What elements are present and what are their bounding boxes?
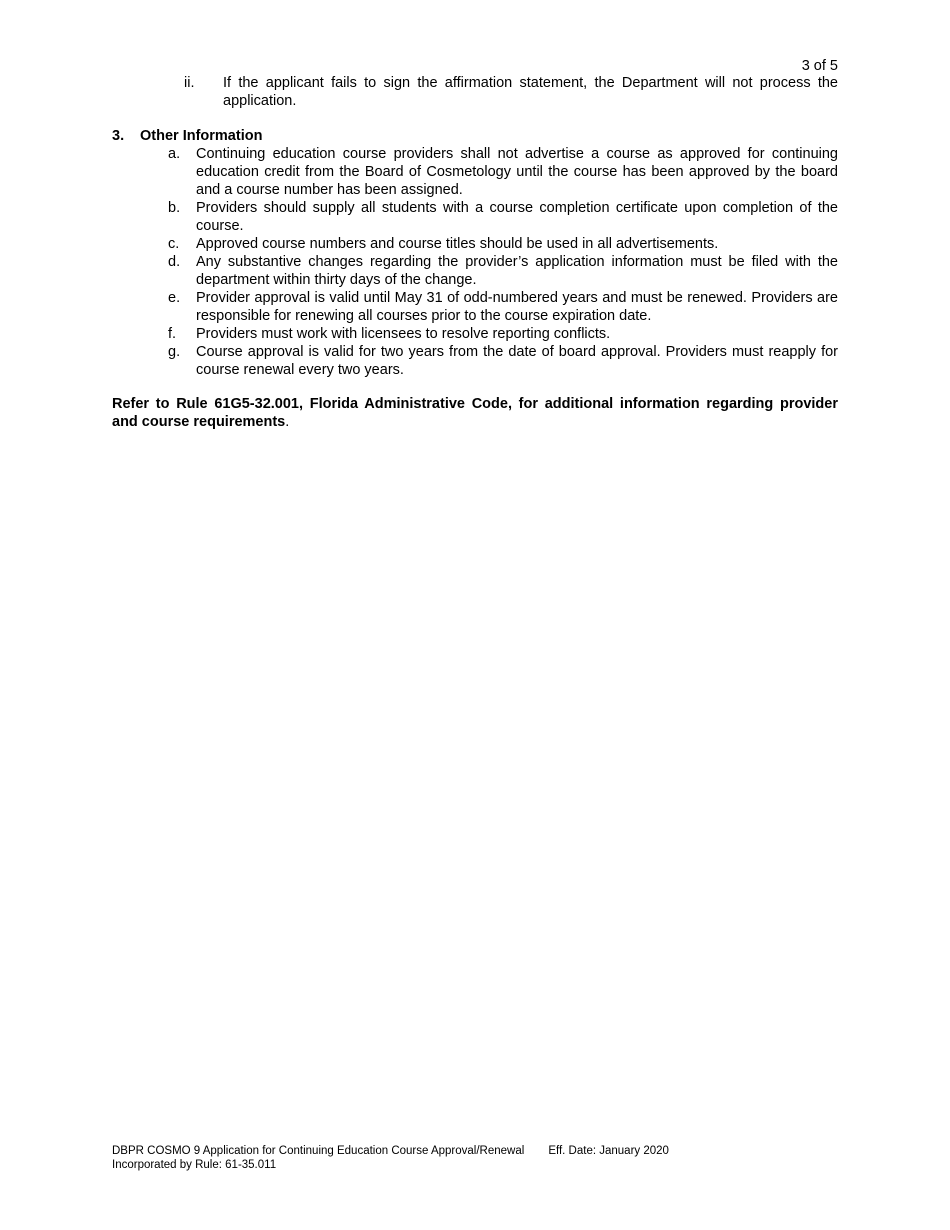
list-item-marker: g. <box>168 344 181 360</box>
list-item-d <box>168 253 838 289</box>
section-heading <box>112 127 262 145</box>
list-item-marker: c. <box>168 236 180 252</box>
footer-incorporated: Incorporated by Rule: 61-35.011 <box>112 1159 277 1171</box>
list-item-text: Any substantive changes regarding the provider’s application information must be filed with the department within thirty days of the change. <box>196 254 838 288</box>
list-item-e <box>168 289 838 325</box>
list-item-marker: a. <box>168 146 181 162</box>
list-item-marker: e. <box>168 290 181 306</box>
page-number: 3 of 5 <box>801 58 838 74</box>
sub-item-text: If the applicant fails to sign the affirmation statement, the Department will not process the application. <box>223 75 838 109</box>
rule-reference-text: Refer to Rule 61G5-32.001, Florida Administrative Code, for additional information regarding provider and course requirements <box>112 396 838 430</box>
list-item-text: Continuing education course providers shall not advertise a course as approved for continuing education credit from the Board of Cosmetology until the course has been approved by the board and a course number has been assigned. <box>196 146 838 198</box>
list-item-text: Providers should supply all students with a course completion certificate upon completion of the course. <box>196 200 838 234</box>
list-item-f <box>168 325 838 343</box>
list-item-b <box>168 199 838 235</box>
footer-row-form <box>112 1144 669 1158</box>
section-number: 3. <box>112 128 125 144</box>
page-footer <box>112 1144 669 1172</box>
list-item-marker: d. <box>168 254 181 270</box>
rule-reference-note <box>112 395 838 431</box>
rule-reference-period: . <box>285 414 290 430</box>
section-title: Other Information <box>140 128 263 144</box>
list-item-marker: b. <box>168 200 181 216</box>
list-item-a <box>168 145 838 199</box>
footer-effective-date: Eff. Date: January 2020 <box>548 1145 669 1157</box>
list-item-g <box>168 343 838 379</box>
sub-item-ii <box>184 74 838 110</box>
sub-item-marker: ii. <box>184 75 195 91</box>
footer-form-title: DBPR COSMO 9 Application for Continuing Education Course Approval/Renewal <box>112 1145 525 1157</box>
list-item-marker: f. <box>168 326 177 342</box>
list-item-text: Providers must work with licensees to resolve reporting conflicts. <box>196 326 611 342</box>
list-item-text: Approved course numbers and course titles should be used in all advertisements. <box>196 236 719 252</box>
other-information-list <box>168 145 838 379</box>
list-item-text: Course approval is valid for two years from the date of board approval. Providers must reapply for course renewal every two years. <box>196 344 838 378</box>
list-item-c <box>168 235 838 253</box>
list-item-text: Provider approval is valid until May 31 of odd-numbered years and must be renewed. Providers are responsible for renewing all courses prior to the course expiration date. <box>196 290 838 324</box>
